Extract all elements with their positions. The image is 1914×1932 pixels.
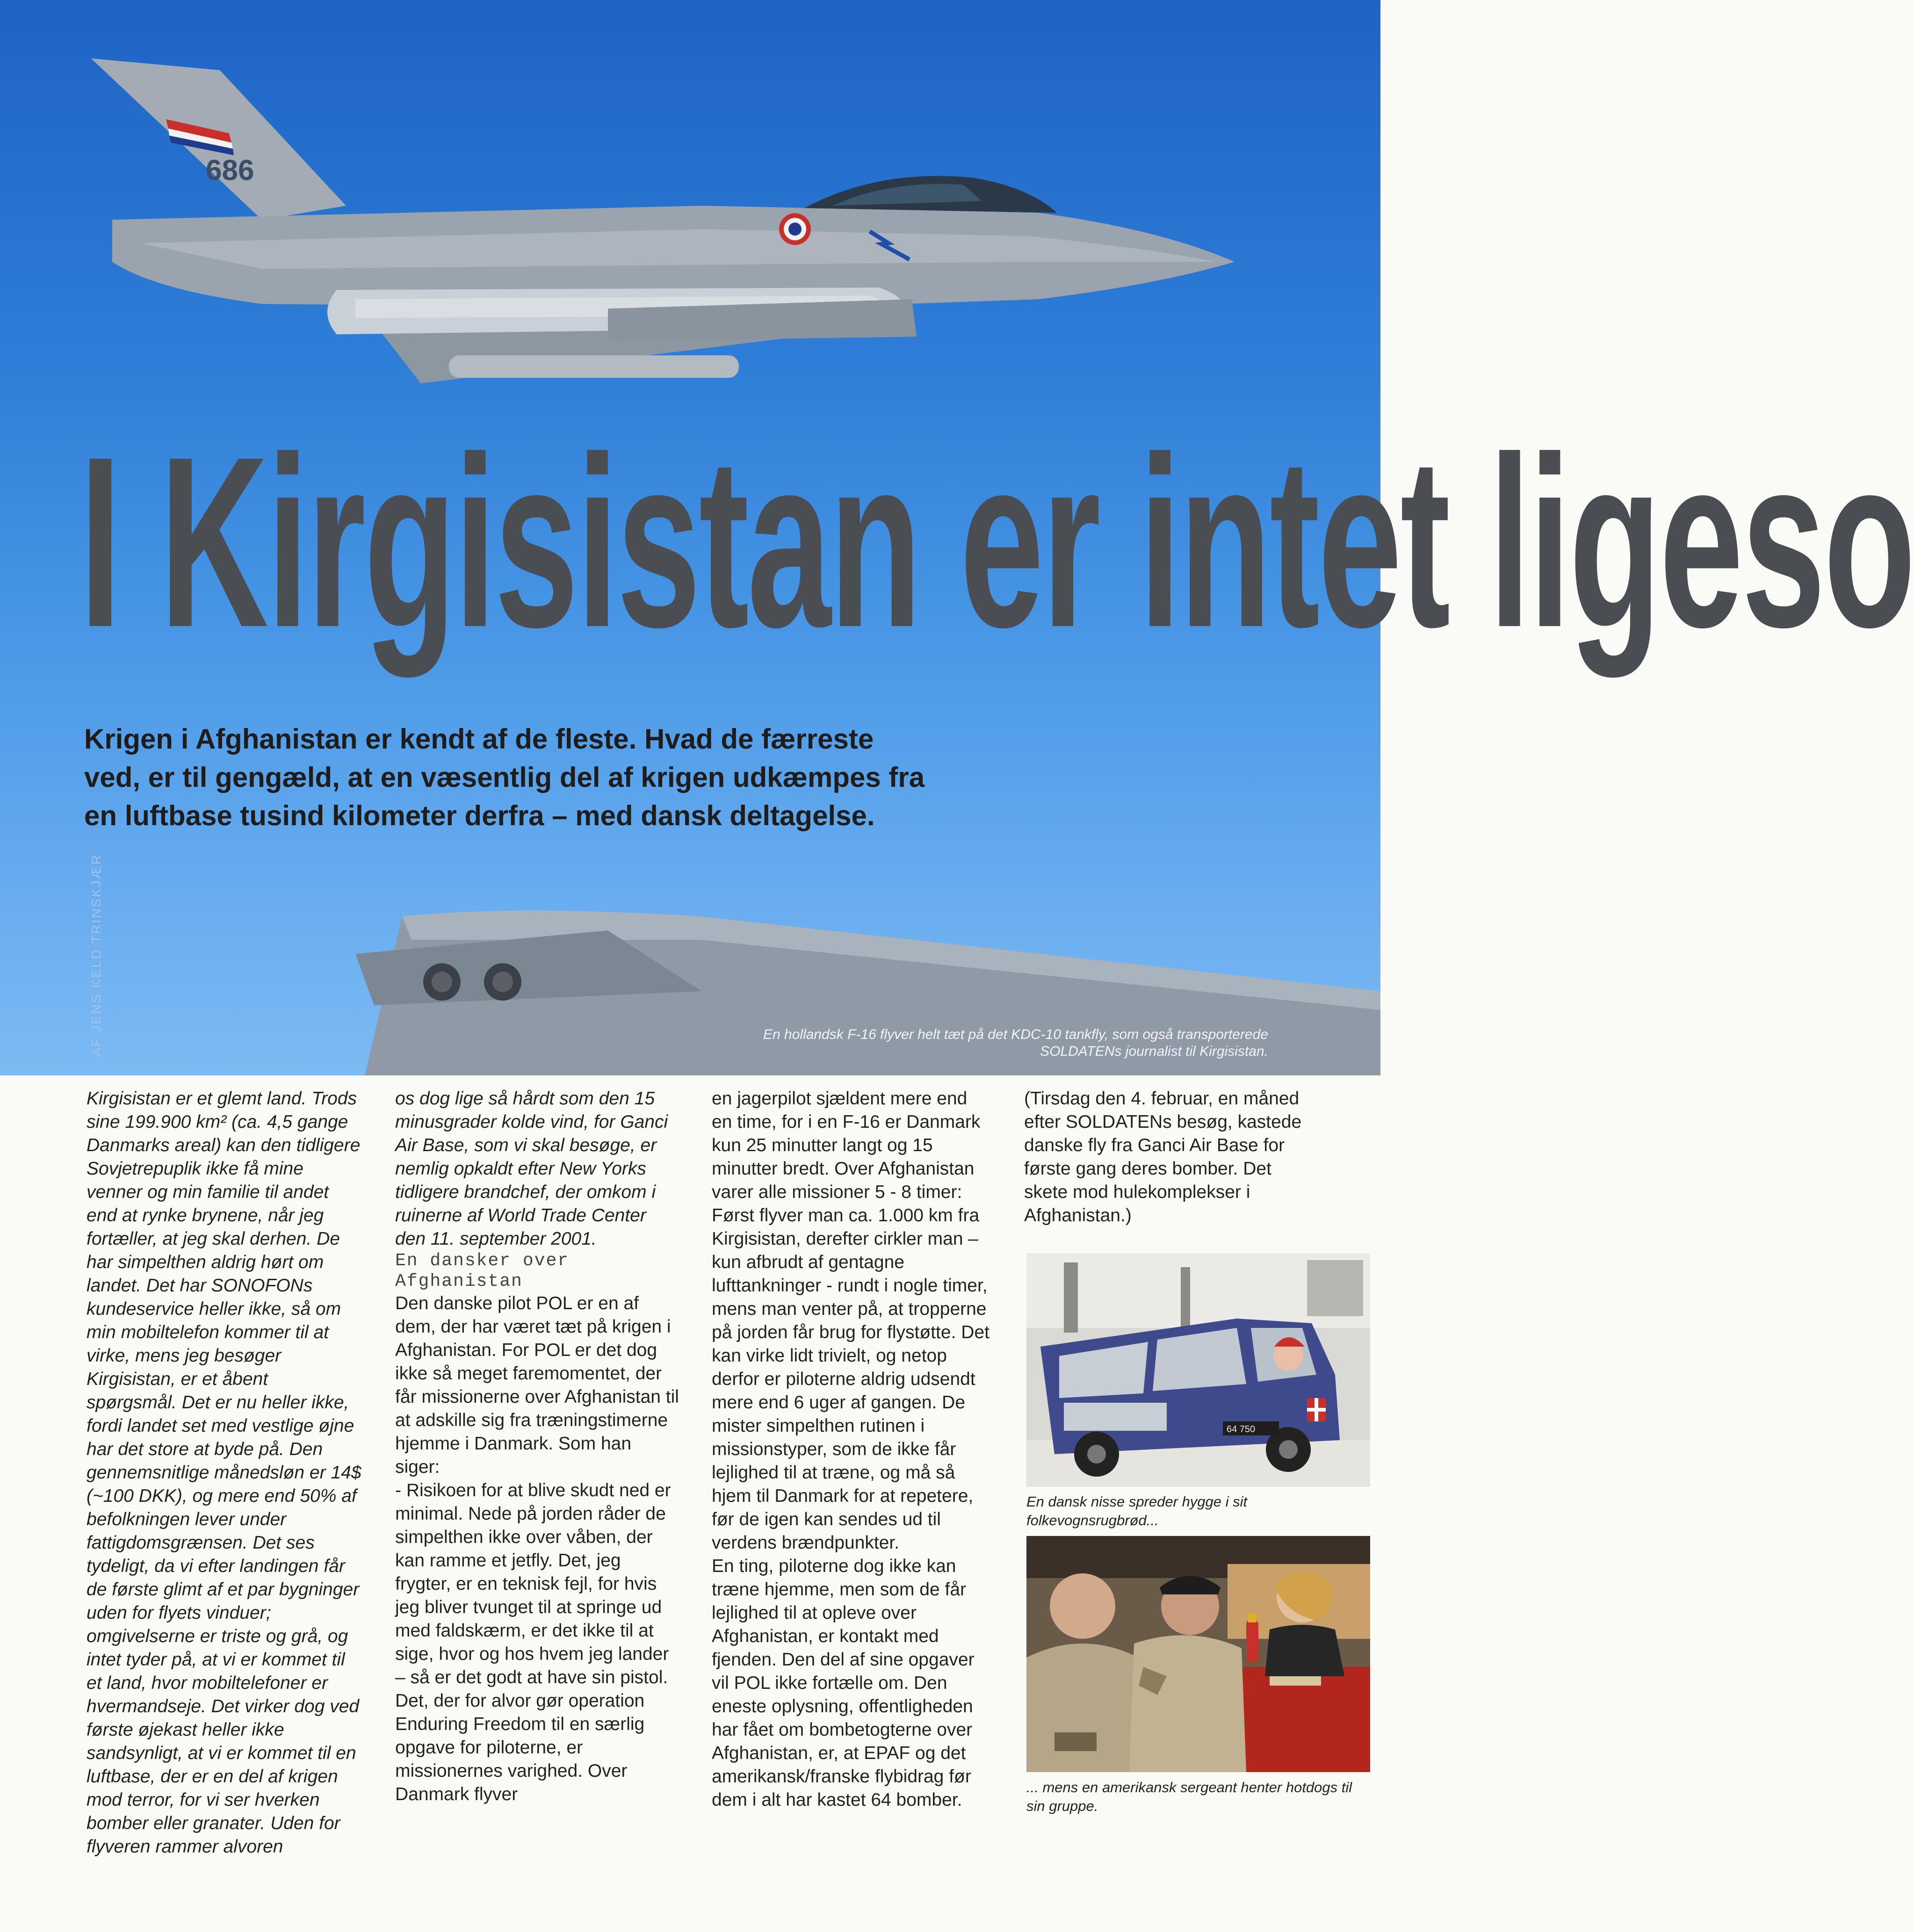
van-photo [1026, 1253, 1370, 1487]
col3-paragraph-2: En ting, piloterne dog ikke kan træne hjemme, men som de får lejlighed til at opleve over Afghanistan, er kontakt med fjenden. Den del af sine opgaver vil POL ikke fortælle om. Den eneste oplysning, offentligheden har fået om bombetogterne over Afghanistan, er, at EPAF og det amerikansk/franske flybidrag før dem i alt har kastet 64 bomber. [712, 1556, 975, 1810]
hero-caption: En hollandsk F-16 flyver helt tæt på det KDC-10 tankfly, som også transporterede SOLDATENs journalist til Kirgisistan. [763, 1027, 1268, 1059]
article-column-4 [1024, 1087, 1314, 1227]
article-column-2 [395, 1087, 680, 1806]
lead-paragraph: Krigen i Afghanistan er kendt af de fleste. Hvad de færreste ved, er til gengæld, at en væsentlig del af krigen udkæmpes fra en luftbase tusind kilometer derfra – med dansk deltagelse. [84, 723, 925, 831]
tail-number: 686 [206, 154, 254, 187]
f16-jet [91, 58, 1235, 383]
photo-credit: AF JENS KELD TRINSKJÆR [89, 853, 103, 1057]
license-plate: 64 750 [1227, 1424, 1256, 1435]
col1-text: Kirgisistan er et glemt land. Trods sine 199.900 km² (ca. 4,5 gange Danmarks areal) kan den tidligere Sovjetrepuplik ikke få mine venner og min familie til andet end at rynke brynene, når jeg fortæller, at jeg skal derhen. De har simpelthen aldrig hørt om landet. Det har SONOFONs kundeservice heller ikke, så om min mobiltelefon kommer til at virke, mens jeg besøger Kirgisistan, er et åbent spørgsmål. Det er nu heller ikke, fordi landet set med vestlige øjne har det store at byde på. Den gennemsnitlige månedsløn er 14$ (~100 DKK), og mere end 50% af befolkningen lever under fattigdomsgrænsen. Det ses tydeligt, da vi efter landingen får de første glimt af et par bygninger uden for flyets vinduer; omgivelserne er triste og grå, og intet tyder på, at vi er kommet til et land, hvor mobiltelefoner er hvermandseje. Det virker dog ved første øjekast heller ikke sandsynligt, at vi er kommet til en luftbase, der er en del af krigen mod terror, for vi ser hverken bomber eller granater. Uden for flyveren rammer alvoren [87, 1089, 361, 1857]
col2-paragraph-2: - Risikoen for at blive skudt ned er minimal. Nede på jorden råder de simpelthen ikke over våben, der kan ramme et jetfly. Det, jeg frygter, er en teknisk fejl, for hvis jeg bliver tvunget til at springe ud med faldskærm, er det ikke til at sige, hvor og hos hvem jeg lander – så er det godt at have sin pistol. [395, 1480, 671, 1687]
subheading: En dansker over Afghanistan [395, 1251, 570, 1291]
van-image [1026, 1253, 1370, 1487]
hotdog-photo [1026, 1536, 1370, 1772]
article-column-3 [712, 1087, 992, 1812]
van-caption: En dansk nisse spreder hygge i sit folkevognsrugbrød... [1026, 1493, 1248, 1528]
headline: I Kirgisistan er intet ligeso [79, 406, 1914, 678]
col4-note: (Tirsdag den 4. februar, en måned efter SOLDATENs besøg, kastede danske fly fra Ganci Air Base for første gang deres bomber. Det skete mod hulekomplekser i Afghanistan.) [1024, 1089, 1302, 1226]
col2-intro: os dog lige så hårdt som den 15 minusgrader kolde vind, for Ganci Air Base, som vi skal besøge, er nemlig opkaldt efter New Yorks tidligere brandchef, der omkom i ruinerne af World Trade Center den 11. september 2001. [395, 1089, 668, 1249]
hotdog-image [1026, 1536, 1370, 1772]
article-column-1 [87, 1087, 362, 1859]
col2-paragraph-3: Det, der for alvor gør operation Enduring Freedom til en særlig opgave for piloterne, er missionernes varighed. Over Danmark flyver [395, 1691, 645, 1804]
col2-paragraph-1: Den danske pilot POL er en af dem, der har været tæt på krigen i Afghanistan. For POL er det dog ikke så meget faremomentet, der får missionerne over Afghanistan til at adskille sig fra træningstimerne hjemme i Danmark. Som han siger: [395, 1293, 679, 1477]
col3-paragraph-1: en jagerpilot sjældent mere end en time, for i en F-16 er Danmark kun 25 minutter langt og 15 minutter bredt. Over Afghanistan varer alle missioner 5 - 8 timer: Først flyver man ca. 1.000 km fra Kirgisistan, derefter cirkler man – kun afbrudt af gentagne lufttankninger - rundt i nogle timer, mens man venter på, at tropperne på jorden får brug for flystøtte. Det kan virke lidt trivielt, og netop derfor er piloterne aldrig udsendt mere end 6 uger af gangen. De mister simpelthen rutinen i missionstyper, som de ikke får lejlighed til at træne, og må så hjem til Danmark for at repetere, før de igen kan sendes ud til verdens brændpunkter. [712, 1089, 990, 1553]
hotdog-caption: ... mens en amerikansk sergeant henter hotdogs til sin gruppe. [1026, 1779, 1352, 1814]
